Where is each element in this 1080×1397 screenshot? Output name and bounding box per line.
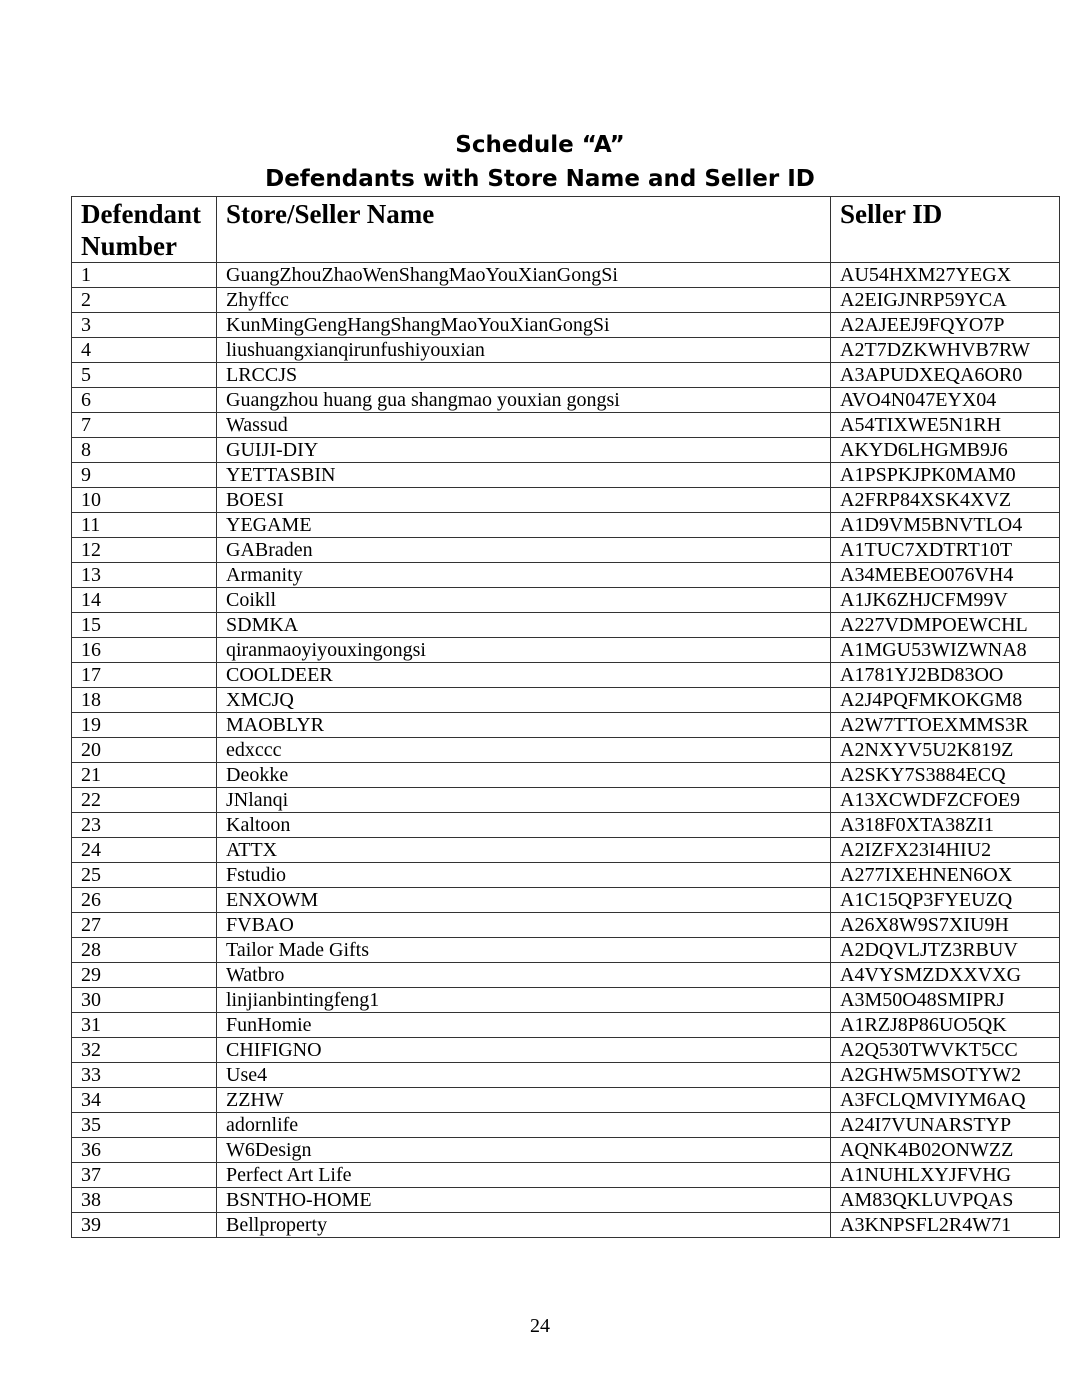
store-seller-name-cell: Watbro xyxy=(217,963,831,988)
seller-id-cell: A2T7DZKWHVB7RW xyxy=(831,338,1060,363)
defendant-number-cell: 34 xyxy=(72,1088,217,1113)
store-seller-name-cell: MAOBLYR xyxy=(217,713,831,738)
table-row xyxy=(72,1113,1060,1138)
defendant-number-cell: 19 xyxy=(72,713,217,738)
table-row xyxy=(72,363,1060,388)
store-seller-name-cell: ENXOWM xyxy=(217,888,831,913)
defendant-number-cell: 16 xyxy=(72,638,217,663)
table-row xyxy=(72,288,1060,313)
table-row xyxy=(72,513,1060,538)
defendant-number-cell: 24 xyxy=(72,838,217,863)
seller-id-cell: A2SKY7S3884ECQ xyxy=(831,763,1060,788)
defendant-number-cell: 18 xyxy=(72,688,217,713)
table-row xyxy=(72,638,1060,663)
defendant-number-cell: 31 xyxy=(72,1013,217,1038)
store-seller-name-cell: W6Design xyxy=(217,1138,831,1163)
table-row xyxy=(72,463,1060,488)
defendant-number-cell: 5 xyxy=(72,363,217,388)
defendant-number-cell: 35 xyxy=(72,1113,217,1138)
table-row xyxy=(72,938,1060,963)
store-seller-name-cell: Armanity xyxy=(217,563,831,588)
store-seller-name-cell: BSNTHO-HOME xyxy=(217,1188,831,1213)
store-seller-name-cell: LRCCJS xyxy=(217,363,831,388)
seller-id-cell: A277IXEHNEN6OX xyxy=(831,863,1060,888)
store-seller-name-cell: GUIJI-DIY xyxy=(217,438,831,463)
store-seller-name-cell: Tailor Made Gifts xyxy=(217,938,831,963)
table-row xyxy=(72,688,1060,713)
table-row xyxy=(72,1138,1060,1163)
seller-id-cell: A2FRP84XSK4XVZ xyxy=(831,488,1060,513)
table-row xyxy=(72,1163,1060,1188)
defendant-number-cell: 9 xyxy=(72,463,217,488)
seller-id-cell: A2EIGJNRP59YCA xyxy=(831,288,1060,313)
store-seller-name-cell: ATTX xyxy=(217,838,831,863)
table-row xyxy=(72,1188,1060,1213)
seller-id-cell: AM83QKLUVPQAS xyxy=(831,1188,1060,1213)
defendant-number-cell: 25 xyxy=(72,863,217,888)
table-row xyxy=(72,863,1060,888)
defendant-number-cell: 11 xyxy=(72,513,217,538)
defendant-number-cell: 38 xyxy=(72,1188,217,1213)
defendant-number-cell: 23 xyxy=(72,813,217,838)
seller-id-cell: AKYD6LHGMB9J6 xyxy=(831,438,1060,463)
header-store-seller-name: Store/Seller Name xyxy=(217,197,831,263)
defendant-number-cell: 2 xyxy=(72,288,217,313)
store-seller-name-cell: Bellproperty xyxy=(217,1213,831,1238)
seller-id-cell: A318F0XTA38ZI1 xyxy=(831,813,1060,838)
seller-id-cell: A1JK6ZHJCFM99V xyxy=(831,588,1060,613)
seller-id-cell: A26X8W9S7XIU9H xyxy=(831,913,1060,938)
table-row xyxy=(72,1038,1060,1063)
defendant-number-cell: 7 xyxy=(72,413,217,438)
seller-id-cell: A3KNPSFL2R4W71 xyxy=(831,1213,1060,1238)
store-seller-name-cell: Guangzhou huang gua shangmao youxian gongsi xyxy=(217,388,831,413)
seller-id-cell: A2W7TTOEXMMS3R xyxy=(831,713,1060,738)
store-seller-name-cell: Fstudio xyxy=(217,863,831,888)
defendant-number-cell: 22 xyxy=(72,788,217,813)
seller-id-cell: A2GHW5MSOTYW2 xyxy=(831,1063,1060,1088)
seller-id-cell: A2J4PQFMKOKGM8 xyxy=(831,688,1060,713)
table-header xyxy=(72,197,1060,263)
table-row xyxy=(72,488,1060,513)
store-seller-name-cell: BOESI xyxy=(217,488,831,513)
seller-id-cell: A54TIXWE5N1RH xyxy=(831,413,1060,438)
table-row xyxy=(72,1088,1060,1113)
seller-id-cell: A4VYSMZDXXVXG xyxy=(831,963,1060,988)
table-row xyxy=(72,838,1060,863)
table-row xyxy=(72,738,1060,763)
store-seller-name-cell: Coikll xyxy=(217,588,831,613)
seller-id-cell: A2AJEEJ9FQYO7P xyxy=(831,313,1060,338)
seller-id-cell: A1TUC7XDTRT10T xyxy=(831,538,1060,563)
page-number: 24 xyxy=(530,1315,550,1337)
table-row xyxy=(72,913,1060,938)
store-seller-name-cell: GABraden xyxy=(217,538,831,563)
store-seller-name-cell: FunHomie xyxy=(217,1013,831,1038)
defendant-number-cell: 20 xyxy=(72,738,217,763)
store-seller-name-cell: XMCJQ xyxy=(217,688,831,713)
defendant-number-cell: 15 xyxy=(72,613,217,638)
defendant-number-cell: 26 xyxy=(72,888,217,913)
table-row xyxy=(72,613,1060,638)
header-row xyxy=(72,197,1060,263)
seller-id-cell: A34MEBEO076VH4 xyxy=(831,563,1060,588)
defendant-number-cell: 8 xyxy=(72,438,217,463)
defendant-number-cell: 32 xyxy=(72,1038,217,1063)
defendant-number-cell: 27 xyxy=(72,913,217,938)
store-seller-name-cell: linjianbintingfeng1 xyxy=(217,988,831,1013)
table-row xyxy=(72,588,1060,613)
seller-id-cell: A13XCWDFZCFOE9 xyxy=(831,788,1060,813)
store-seller-name-cell: edxccc xyxy=(217,738,831,763)
table-row xyxy=(72,438,1060,463)
table-body xyxy=(72,263,1060,1238)
defendant-number-cell: 13 xyxy=(72,563,217,588)
schedule-title: Schedule “A” xyxy=(455,132,625,158)
seller-id-cell: A1C15QP3FYEUZQ xyxy=(831,888,1060,913)
seller-id-cell: AU54HXM27YEGX xyxy=(831,263,1060,288)
seller-id-cell: A3FCLQMVIYM6AQ xyxy=(831,1088,1060,1113)
defendant-number-cell: 3 xyxy=(72,313,217,338)
table-row xyxy=(72,263,1060,288)
table-row xyxy=(72,1213,1060,1238)
table-row xyxy=(72,1063,1060,1088)
store-seller-name-cell: KunMingGengHangShangMaoYouXianGongSi xyxy=(217,313,831,338)
store-seller-name-cell: COOLDEER xyxy=(217,663,831,688)
defendant-number-cell: 33 xyxy=(72,1063,217,1088)
store-seller-name-cell: Zhyffcc xyxy=(217,288,831,313)
seller-id-cell: A227VDMPOEWCHL xyxy=(831,613,1060,638)
table-row xyxy=(72,813,1060,838)
defendant-number-cell: 28 xyxy=(72,938,217,963)
defendant-number-cell: 4 xyxy=(72,338,217,363)
seller-id-cell: A1NUHLXYJFVHG xyxy=(831,1163,1060,1188)
seller-id-cell: AQNK4B02ONWZZ xyxy=(831,1138,1060,1163)
store-seller-name-cell: YETTASBIN xyxy=(217,463,831,488)
store-seller-name-cell: Kaltoon xyxy=(217,813,831,838)
seller-id-cell: A1RZJ8P86UO5QK xyxy=(831,1013,1060,1038)
seller-id-cell: A3APUDXEQA6OR0 xyxy=(831,363,1060,388)
seller-id-cell: A2IZFX23I4HIU2 xyxy=(831,838,1060,863)
defendant-number-cell: 29 xyxy=(72,963,217,988)
table-row xyxy=(72,988,1060,1013)
defendant-number-cell: 1 xyxy=(72,263,217,288)
defendant-number-cell: 36 xyxy=(72,1138,217,1163)
header-seller-id: Seller ID xyxy=(831,197,1060,263)
table-row xyxy=(72,413,1060,438)
table-row xyxy=(72,338,1060,363)
table-row xyxy=(72,538,1060,563)
seller-id-cell: A2Q530TWVKT5CC xyxy=(831,1038,1060,1063)
table-row xyxy=(72,663,1060,688)
store-seller-name-cell: Deokke xyxy=(217,763,831,788)
defendant-number-cell: 10 xyxy=(72,488,217,513)
table-row xyxy=(72,788,1060,813)
seller-id-cell: AVO4N047EYX04 xyxy=(831,388,1060,413)
table-row xyxy=(72,963,1060,988)
defendant-number-cell: 17 xyxy=(72,663,217,688)
seller-id-cell: A1D9VM5BNVTLO4 xyxy=(831,513,1060,538)
defendant-number-cell: 6 xyxy=(72,388,217,413)
schedule-subtitle: Defendants with Store Name and Seller ID xyxy=(265,166,815,192)
store-seller-name-cell: Wassud xyxy=(217,413,831,438)
store-seller-name-cell: JNlanqi xyxy=(217,788,831,813)
store-seller-name-cell: GuangZhouZhaoWenShangMaoYouXianGongSi xyxy=(217,263,831,288)
defendant-number-cell: 14 xyxy=(72,588,217,613)
table-row xyxy=(72,713,1060,738)
store-seller-name-cell: SDMKA xyxy=(217,613,831,638)
store-seller-name-cell: FVBAO xyxy=(217,913,831,938)
seller-id-cell: A24I7VUNARSTYP xyxy=(831,1113,1060,1138)
store-seller-name-cell: YEGAME xyxy=(217,513,831,538)
seller-id-cell: A2DQVLJTZ3RBUV xyxy=(831,938,1060,963)
seller-id-cell: A2NXYV5U2K819Z xyxy=(831,738,1060,763)
table-row xyxy=(72,388,1060,413)
store-seller-name-cell: Perfect Art Life xyxy=(217,1163,831,1188)
table-row xyxy=(72,563,1060,588)
table-row xyxy=(72,763,1060,788)
store-seller-name-cell: ZZHW xyxy=(217,1088,831,1113)
defendant-number-cell: 30 xyxy=(72,988,217,1013)
defendant-number-cell: 21 xyxy=(72,763,217,788)
defendants-table xyxy=(71,196,1060,1238)
table-row xyxy=(72,1013,1060,1038)
store-seller-name-cell: Use4 xyxy=(217,1063,831,1088)
store-seller-name-cell: qiranmaoyiyouxingongsi xyxy=(217,638,831,663)
header-defendant-number: Defendant Number xyxy=(72,197,217,263)
defendant-number-cell: 37 xyxy=(72,1163,217,1188)
store-seller-name-cell: adornlife xyxy=(217,1113,831,1138)
defendant-number-cell: 39 xyxy=(72,1213,217,1238)
seller-id-cell: A1781YJ2BD83OO xyxy=(831,663,1060,688)
store-seller-name-cell: CHIFIGNO xyxy=(217,1038,831,1063)
table-row xyxy=(72,313,1060,338)
table-row xyxy=(72,888,1060,913)
store-seller-name-cell: liushuangxianqirunfushiyouxian xyxy=(217,338,831,363)
seller-id-cell: A1PSPKJPK0MAM0 xyxy=(831,463,1060,488)
seller-id-cell: A3M50O48SMIPRJ xyxy=(831,988,1060,1013)
seller-id-cell: A1MGU53WIZWNA8 xyxy=(831,638,1060,663)
defendant-number-cell: 12 xyxy=(72,538,217,563)
